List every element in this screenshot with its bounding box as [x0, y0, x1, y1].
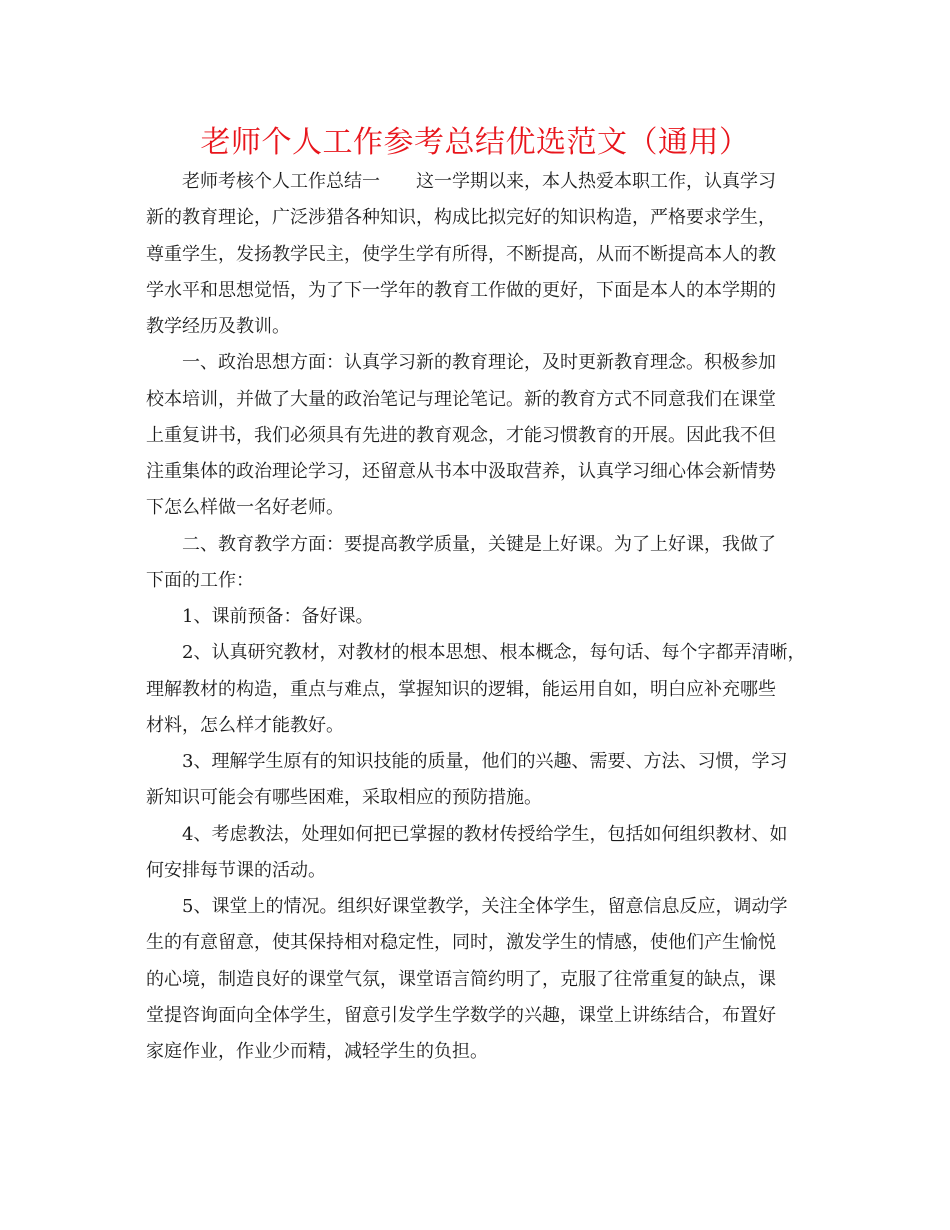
body-line: 新的教育理论，广泛涉猎各种知识，构成比拟完好的知识构造，严格要求学生，: [146, 207, 776, 229]
body-line: 堂提咨询面向全体学生，留意引发学生学数学的兴趣，课堂上讲练结合，布置好: [146, 1004, 776, 1026]
body-line: 的心境，制造良好的课堂气氛，课堂语言简约明了，克服了往常重复的缺点，课: [146, 968, 776, 990]
body-line: 教学经历及教训。: [146, 316, 290, 337]
body-line: 生的有意留意，使其保持相对稳定性，同时，激发学生的情感，使他们产生愉悦: [146, 932, 776, 954]
body-line: 何安排每节课的活动。: [146, 859, 326, 881]
body-line: 老师考核个人工作总结一 这一学期以来，本人热爱本职工作，认真学习: [182, 171, 776, 192]
body-line: 二、教育教学方面：要提高教学质量，关键是上好课。为了上好课，我做了: [182, 533, 776, 555]
body-line: 注重集体的政治理论学习，还留意从书本中汲取营养，认真学习细心体会新情势: [146, 461, 776, 482]
body-line: 校本培训，并做了大量的政治笔记与理论笔记。新的教育方式不同意我们在课堂: [146, 388, 776, 410]
body-line: 1、课前预备：备好课。: [182, 606, 374, 627]
body-line: 下怎么样做一名好老师。: [146, 497, 344, 519]
body-line: 新知识可能会有哪些困难，采取相应的预防措施。: [146, 787, 542, 809]
body-line: 2、认真研究教材，对教材的根本思想、根本概念，每句话、每个字都弄清晰，: [182, 642, 806, 664]
body-line: 材料，怎么样才能教好。: [146, 714, 344, 736]
body-line: 上重复讲书，我们必须具有先进的教育观念，才能习惯教育的开展。因此我不但: [146, 424, 776, 446]
body-line: 理解教材的构造，重点与难点，掌握知识的逻辑，能运用自如，明白应补充哪些: [146, 678, 776, 700]
body-line: 学水平和思想觉悟，为了下一学年的教育工作做的更好，下面是本人的本学期的: [146, 279, 776, 301]
body-line: 5、课堂上的情况。组织好课堂教学，关注全体学生，留意信息反应，调动学: [182, 896, 788, 917]
body-line: 下面的工作：: [146, 569, 254, 591]
body-line: 一、政治思想方面：认真学习新的教育理论，及时更新教育理念。积极参加: [182, 352, 776, 374]
document-title: 老师个人工作参考总结优选范文（通用）: [200, 125, 750, 160]
body-line: 3、理解学生原有的知识技能的质量，他们的兴趣、需要、方法、习惯，学习: [182, 751, 788, 772]
body-line: 尊重学生，发扬教学民主，使学生学有所得，不断提高，从而不断提高本人的教: [146, 243, 776, 265]
body-line: 家庭作业，作业少而精，减轻学生的负担。: [146, 1041, 488, 1062]
body-line: 4、考虑教法，处理如何把已掌握的教材传授给学生，包括如何组织教材、如: [182, 823, 788, 845]
